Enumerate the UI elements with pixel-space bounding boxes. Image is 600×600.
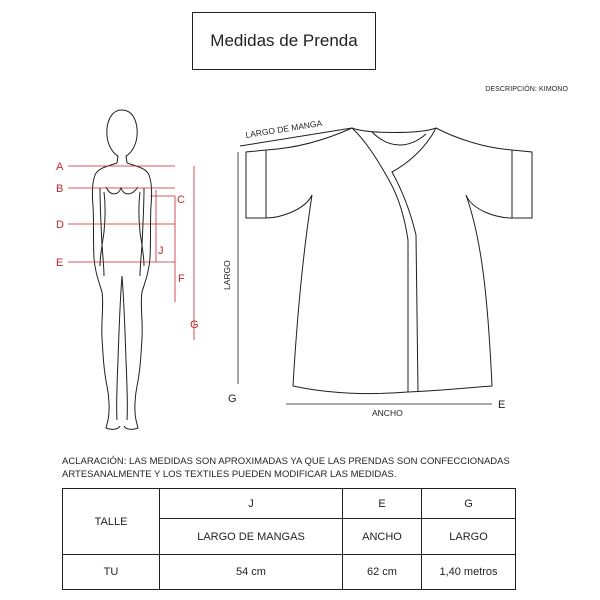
length-label: LARGO (222, 260, 232, 290)
body-head (107, 110, 137, 163)
col-letter-g: G (422, 489, 516, 519)
label-e: E (56, 257, 64, 269)
body-left-arm-inner (100, 188, 104, 276)
label-f: F (178, 273, 185, 285)
size-table (62, 488, 516, 590)
disclaimer-note: ACLARACIÓN: LAS MEDIDAS SON APROXIMADAS YA QUE LAS PRENDAS SON CONFECCIONADAS ARTESANALMENTE Y LOS TEXTILES PUEDEN MODIFICAR LAS MEDIDAS. (62, 456, 510, 480)
kimono-collar-inner (392, 128, 436, 392)
body-legs-inner (117, 276, 128, 420)
kimono-measure-lines (238, 152, 492, 404)
label-g: G (190, 319, 199, 331)
size-header-cell (63, 489, 160, 555)
cell-length-value: 1,40 metros (422, 555, 516, 590)
kimono-drawing (240, 128, 532, 394)
e-letter-label: E (498, 399, 506, 411)
cell-sleeve-value: 54 cm (160, 555, 343, 590)
garment-description: DESCRIPCIÓN: KIMONO (485, 86, 568, 93)
size-header: TALLE (94, 515, 128, 528)
body-right-arm-inner (140, 188, 144, 276)
label-d: D (56, 219, 64, 231)
g-letter-label: G (228, 393, 237, 405)
kimono-labels (222, 118, 505, 418)
table-row (63, 555, 516, 590)
col-label-width: ANCHO (343, 519, 422, 555)
kimono-neck (372, 132, 426, 145)
label-b: B (56, 183, 64, 195)
body-left-outline (92, 163, 120, 429)
cell-width-value: 62 cm (343, 555, 422, 590)
col-letter-e: E (343, 489, 422, 519)
label-a: A (56, 161, 64, 173)
table-row-letters (63, 489, 516, 519)
sleeve-length-label: LARGO DE MANGA (244, 117, 323, 140)
col-letter-j: J (160, 489, 343, 519)
body-figure (92, 110, 151, 429)
width-label: ANCHO (372, 408, 403, 418)
col-label-length: LARGO (422, 519, 516, 555)
kimono-outline (246, 128, 532, 394)
body-right-outline (124, 163, 152, 429)
body-measure-letters (56, 161, 199, 331)
label-c: C (177, 194, 185, 206)
cell-size: TU (63, 555, 160, 590)
label-j: J (158, 245, 164, 257)
body-measure-lines (68, 166, 194, 340)
col-label-sleeve: LARGO DE MANGAS (160, 519, 343, 555)
page-title: Medidas de Prenda (210, 31, 358, 50)
